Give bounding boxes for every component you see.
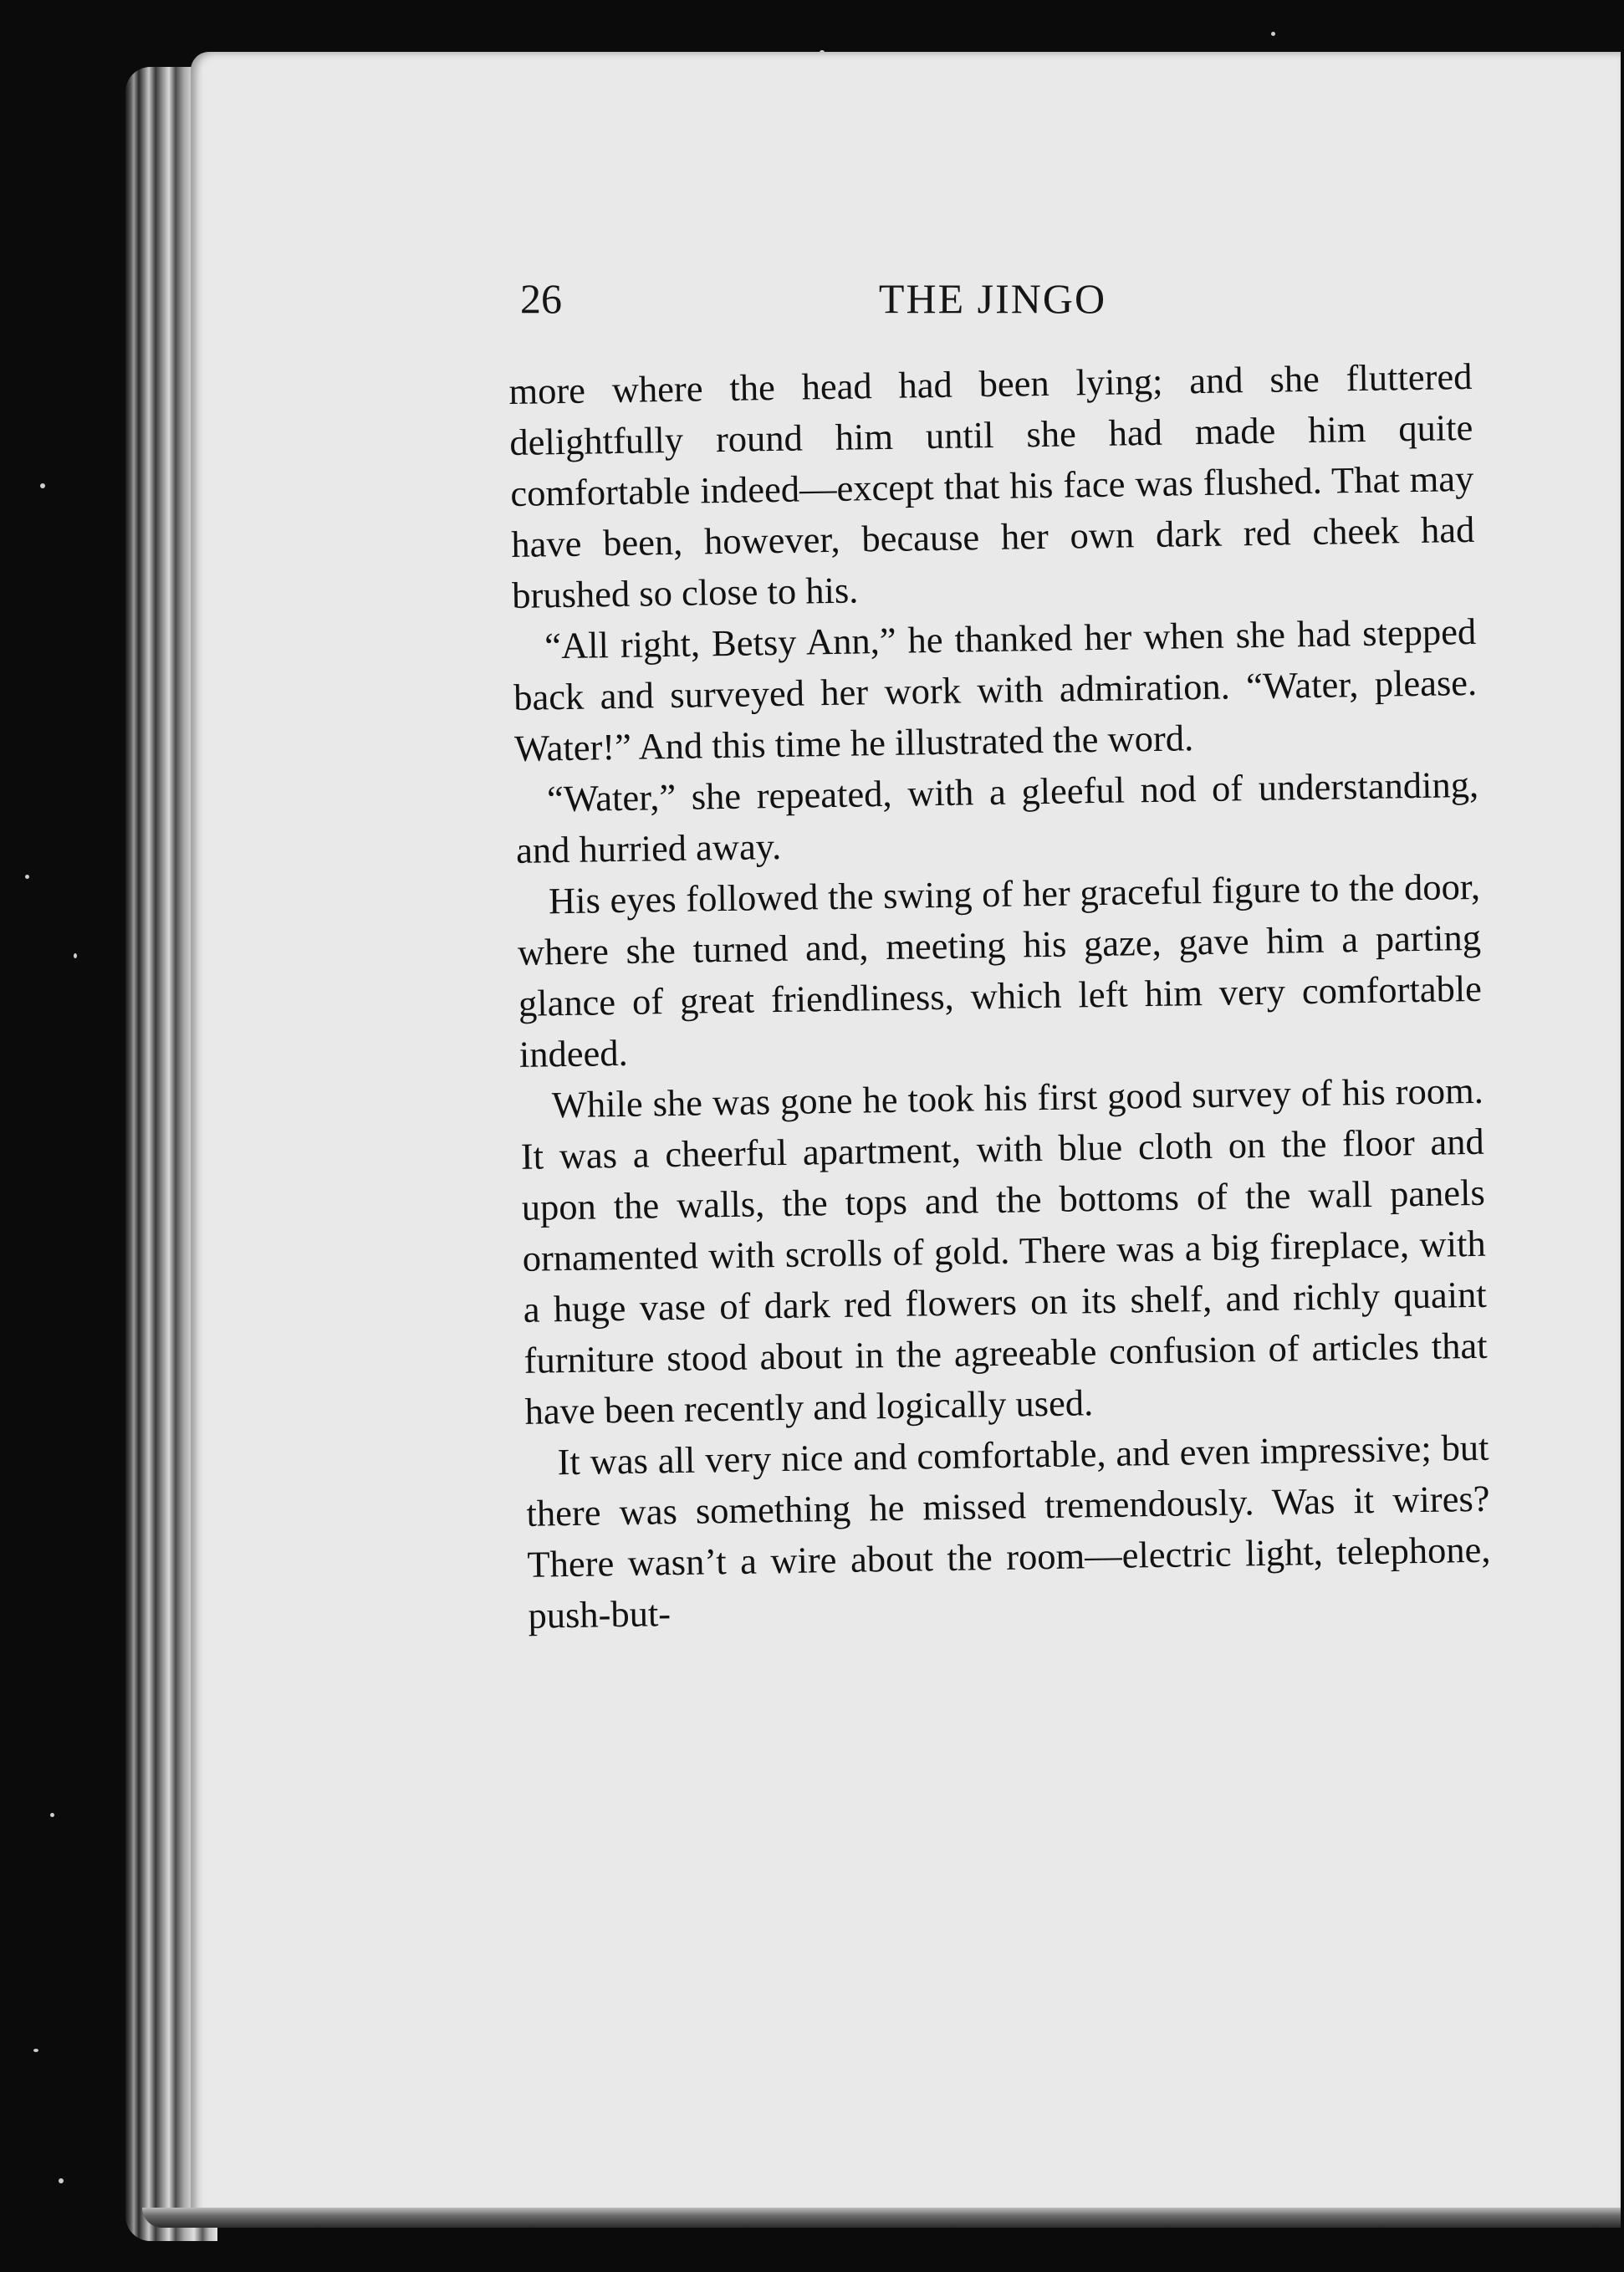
running-title: THE JINGO [878, 275, 1107, 322]
scan-speck [25, 875, 29, 879]
paragraph: It was all very nice and comfortable, and even impressive; but there was something he missed tremendously. Was it wires? There wasn’t a wire about the room—electric light, telephone, push-but- [526, 1426, 1491, 1636]
page-header [520, 274, 1465, 341]
scan-speck [40, 483, 45, 488]
scan-speck [50, 1813, 54, 1817]
paragraph: “All right, Betsy Ann,” he thanked her when she had stepped back and surveyed her work with admiration. “Water, please. Water!” And this time he illustrated the word. [513, 610, 1478, 769]
scan-speck [59, 2178, 64, 2183]
scan-speck [74, 953, 77, 958]
page-bottom-edge [142, 2208, 1621, 2228]
paragraph: “Water,” she repeated, with a gleeful nod of understanding, and hurried away. [515, 763, 1479, 871]
paragraph: His eyes followed the swing of her graceful figure to the door, where she turned and, meeting his gaze, gave him a parting glance of great friendliness, which left him very comfortable indeed. [517, 865, 1483, 1075]
page-number: 26 [520, 275, 562, 322]
scan-speck [1271, 32, 1275, 36]
paragraph: more where the head had been lying; and she fluttered delightfully round him until she had made him quite comfortable indeed—except that his face was flushed. That may have been, however, because her own dark red cheek had brushed so close to his. [508, 355, 1475, 616]
paragraph: While she was gone he took his first good survey of his room. It was a cheerful apartment, with blue cloth on the floor and upon the walls, the tops and the bottoms of the wall panels ornamented with scrolls of gold. There was a big fireplace, with a huge vase of dark red flowers on its shelf, and richly quaint furniture stood about in the agreeable confusion of articles that have been recently and logically used. [520, 1069, 1488, 1432]
body-text [508, 351, 1492, 1641]
scan-speck [33, 2049, 38, 2052]
